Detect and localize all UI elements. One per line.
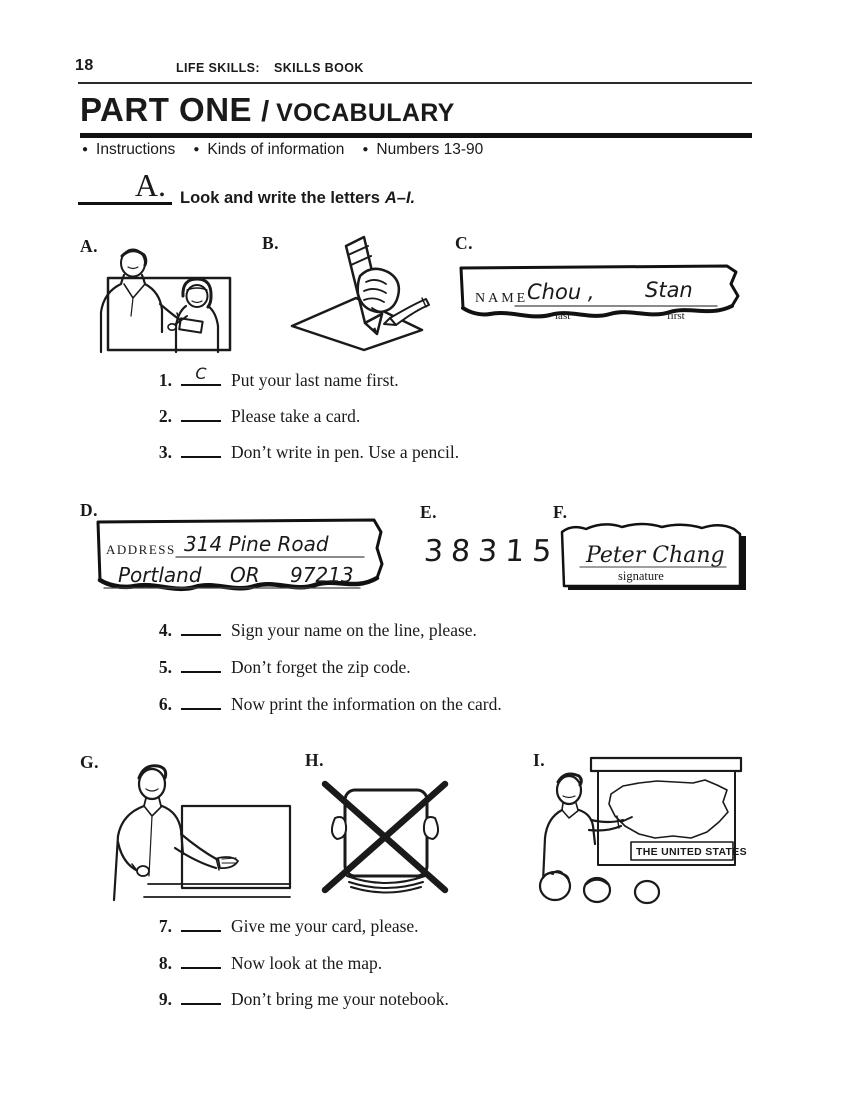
item-number: 4. <box>158 620 172 640</box>
heading-rule <box>80 133 752 138</box>
answer-blank-4[interactable] <box>181 620 221 636</box>
item-number: 2. <box>158 406 172 426</box>
item-row <box>146 406 360 427</box>
part-heading <box>80 91 455 129</box>
header-rule <box>78 82 752 84</box>
address-field-label: ADDRESS <box>106 542 176 557</box>
answer-blank-9[interactable] <box>181 989 221 1005</box>
address-city-value: Portland <box>118 563 202 587</box>
item-row <box>146 953 382 974</box>
part-subtitle: VOCABULARY <box>276 99 455 127</box>
item-text: Give me your card, please. <box>231 916 419 936</box>
name-last-caption: last <box>555 310 571 322</box>
crossed-notebook-illustration <box>315 776 455 900</box>
instruction-range: A–I. <box>384 189 416 207</box>
topic-instructions: Instructions <box>96 141 176 158</box>
man-gives-card-illustration <box>86 246 238 356</box>
address-street-value: 314 Pine Road <box>184 532 329 556</box>
item-row <box>146 620 477 641</box>
bullet-icon: ● <box>82 144 89 155</box>
item-row <box>146 442 459 463</box>
item-number: 9. <box>158 989 172 1009</box>
answer-blank-7[interactable] <box>181 916 221 932</box>
section-letter-blank <box>78 166 172 205</box>
address-zip-value: 97213 <box>290 563 354 587</box>
map-title: THE UNITED STATES <box>636 846 747 858</box>
item-text: Now print the information on the card. <box>231 694 502 714</box>
handwritten-number: 38315 <box>422 534 561 569</box>
picture-label-e: E. <box>420 502 438 522</box>
section-label: A. <box>134 167 166 203</box>
topics-line <box>82 141 501 159</box>
name-last-value: Chou , <box>527 280 595 304</box>
item-text: Don’t write in pen. Use a pencil. <box>231 442 460 462</box>
page-number: 18 <box>75 57 94 74</box>
book-title-main: LIFE SKILLS: <box>176 61 260 75</box>
item-number: 3. <box>158 442 172 462</box>
item-row <box>146 364 399 391</box>
item-text: Please take a card. <box>231 406 361 426</box>
answer-value: C <box>195 364 207 383</box>
answer-blank-6[interactable] <box>181 694 221 710</box>
instruction-text: Look and write the letters <box>180 189 380 207</box>
man-open-hand-illustration <box>86 758 296 903</box>
signature-value: Peter Chang <box>586 543 725 568</box>
answer-blank-2[interactable] <box>181 406 221 422</box>
item-text: Sign your name on the line, please. <box>231 620 477 640</box>
book-title-sub: SKILLS BOOK <box>273 61 364 75</box>
item-number: 6. <box>158 694 172 714</box>
item-row <box>146 657 411 678</box>
picture-label-h: H. <box>305 750 324 770</box>
item-number: 5. <box>158 657 172 677</box>
item-number: 1. <box>158 370 172 390</box>
answer-blank-8[interactable] <box>181 953 221 969</box>
book-title <box>176 61 364 75</box>
bullet-icon: ● <box>362 144 369 155</box>
item-row <box>146 989 449 1010</box>
part-separator: / <box>261 96 270 128</box>
picture-label-f: F. <box>553 502 568 522</box>
picture-label-g: G. <box>80 752 99 772</box>
address-card <box>90 514 390 606</box>
picture-label-i: I. <box>533 750 546 770</box>
item-text: Don’t bring me your notebook. <box>231 989 449 1009</box>
item-row <box>146 694 502 715</box>
name-first-caption: first <box>667 310 685 322</box>
item-row <box>146 916 419 937</box>
item-number: 8. <box>158 953 172 973</box>
item-number: 7. <box>158 916 172 936</box>
item-text: Don’t forget the zip code. <box>231 657 411 677</box>
answer-blank-3[interactable] <box>181 442 221 458</box>
name-first-value: Stan <box>645 278 693 302</box>
picture-label-c: C. <box>455 233 474 253</box>
topic-kinds-of-information: Kinds of information <box>207 141 345 158</box>
topic-numbers: Numbers 13-90 <box>376 141 484 158</box>
picture-label-b: B. <box>262 233 280 253</box>
signature-caption: signature <box>618 569 664 583</box>
name-card <box>455 262 747 334</box>
answer-blank-5[interactable] <box>181 657 221 673</box>
picture-label-a: A. <box>80 236 99 256</box>
bullet-icon: ● <box>193 144 200 155</box>
picture-label-d: D. <box>80 500 99 520</box>
section-instruction <box>180 189 415 208</box>
answer-blank-1[interactable] <box>181 364 221 386</box>
item-text: Put your last name first. <box>231 370 399 390</box>
hand-writing-pencil-illustration <box>276 230 438 354</box>
item-text: Now look at the map. <box>231 953 383 973</box>
part-title: PART ONE <box>80 91 253 128</box>
map-lesson-illustration <box>535 752 747 902</box>
address-state-value: OR <box>230 563 260 587</box>
name-field-label: NAME <box>475 291 529 306</box>
signature-card <box>556 516 752 598</box>
